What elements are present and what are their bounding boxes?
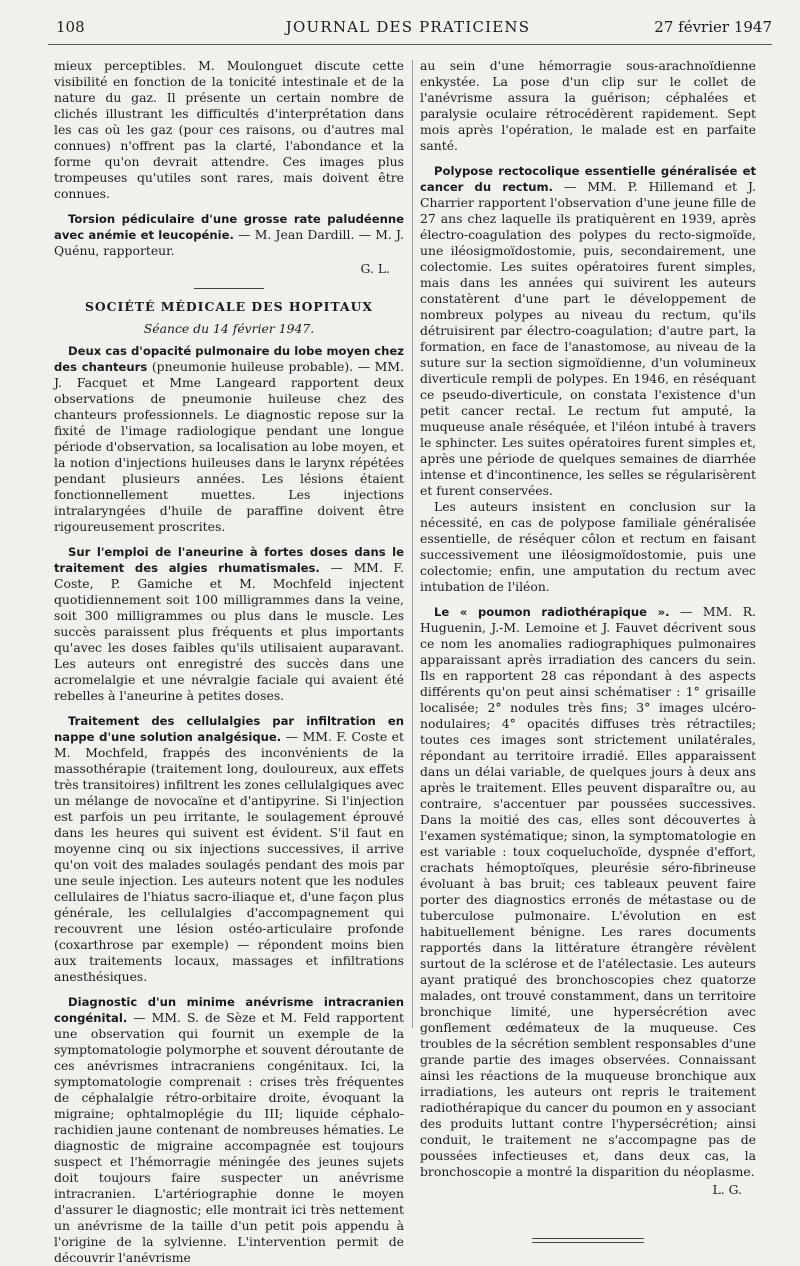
polypose-conclusion: Les auteurs insistent en conclusion sur la nécessité, en cas de polypose familiale généralisée essentielle, de réséquer côlon et rectum en faisant successivement une iléosigmoïdostomie, puis une colectomie; enfin, une amputation du rectum avec intubation de l'iléon. bbox=[420, 499, 756, 594]
article-text: (pneumonie huileuse probable). — MM. J. Facquet et Mme Langeard rapportent deux observations de pneumonie huileuse chez des chanteurs professionnels. Le diagnostic repose sur la fixité de l'image radiologique pendant une longue période d'observation, sa localisation au lobe moyen, et la notion d'injections huileuses dans le larynx répétées pendant plusieurs années. Les lésions étaient fonctionnellement muettes. Les injections intralaryngées d'huile de paraffine doivent être rigoureusement proscrites. bbox=[54, 359, 404, 534]
left-column bbox=[54, 58, 404, 1266]
header-rule bbox=[48, 44, 772, 45]
article-polypose bbox=[420, 163, 756, 499]
intro-paragraph: mieux perceptibles. M. Moulonguet discute cette visibilité en fonction de la tonicité intestinale et de la nature du gaz. Il présente un certain nombre de clichés illustrant les difficultés d'interprétation dans les cas où les gaz (pour ces raisons, ou d'autres mal connues) n'offrent pas la clarté, l'abondance et la forme qu'on devrait attendre. Ces images plus trompeuses qu'utiles sont rares, mais doivent être connues. bbox=[54, 58, 404, 201]
article-title: Deux cas d'opacité pulmonaire du lobe moyen chez des chanteurs bbox=[54, 344, 404, 374]
journal-title: JOURNAL DES PRATICIENS bbox=[285, 18, 531, 36]
article-text: — MM. F. Coste et M. Mochfeld, frappés des inconvénients de la massothérapie (traitement long, douloureux, aux effets très transitoires) infiltrent les zones cellulalgiques avec un mélange de novocaïne et d'antipyrine. Si l'injection est parfois un peu irritante, le soulagement éprouvé dans les heures qui suivent est évident. S'il faut en moyenne cinq ou six injections successives, il arrive qu'on voit des malades soulagés pendant des mois par une seule injection. Les auteurs notent que les nodules cellulaires de l'hiatus sacro-iliaque et, d'une façon plus générale, les cellulalgies d'accompagnement qui recouvrent une lésion ostéo-articulaire profonde (coxarthrose par exemple) — répondent moins bien aux traitements locaux, massages et infiltrations anesthésiques. bbox=[54, 729, 404, 984]
page-number: 108 bbox=[56, 18, 85, 36]
column-divider bbox=[412, 60, 413, 1028]
article-text: — MM. P. Hillemand et J. Charrier rapportent l'observation d'une jeune fille de 27 ans chez laquelle ils pratiquèrent en 1939, après électro-coagulation des polypes du recto-sigmoïde, une iléosigmoïdostomie, puis, secondairement, une colectomie. Les suites opératoires furent simples, mais dans les années qui suivirent les auteurs constatèrent d'une part le développement de nombreux polypes au niveau du rectum, qu'ils détruisirent par électro-coagulation; d'autre part, la formation, en face de l'anastomose, au niveau de la suture sur la section sigmoïdienne, d'un volumineux diverticule rempli de polypes. En 1946, en réséquant ce pseudo-diverticule, on constata l'existence d'un petit cancer rectal. Le rectum fut amputé, la muqueuse anale réséquée, et l'iléon intubé à travers le sphincter. Les suites opératoires furent simples et, après une période de quelques semaines de diarrhée intense et d'incontinence, les selles se régularisèrent et furent conservées. bbox=[420, 179, 756, 498]
end-separator bbox=[532, 1238, 644, 1243]
article-title: Le « poumon radiothérapique ». bbox=[434, 605, 670, 619]
right-column bbox=[420, 58, 756, 1243]
section-separator bbox=[194, 288, 264, 289]
article-cellulalgies bbox=[54, 713, 404, 985]
article-torsion bbox=[54, 211, 404, 259]
article-text: — M. Jean Dardill. — M. J. Quénu, rapporteur. bbox=[54, 227, 404, 258]
signature: L. G. bbox=[712, 1182, 742, 1197]
article-text: — MM. F. Coste, P. Gamiche et M. Mochfeld injectent quotidiennement soit 100 milligrammes dans la veine, soit 300 milligrammes ou plus dans le muscle. Les succès paraissent plus fréquents et plus importants qu'avec les doses faibles qu'ils utilisaient auparavant. Les auteurs ont enregistré des succès dans une acromelalgie et une névralgie faciale qui avaient été rebelles à l'aneurine à petites doses. bbox=[54, 560, 404, 703]
society-heading: SOCIÉTÉ MÉDICALE DES HOPITAUX bbox=[84, 299, 374, 314]
article-title: Sur l'emploi de l'aneurine à fortes doses dans le traitement des algies rhumatismales. bbox=[54, 545, 404, 575]
article-text: — MM. R. Huguenin, J.-M. Lemoine et J. Fauvet décrivent sous ce nom les anomalies radiographiques pulmonaires apparaissant après irradiation des cancers du sein. Ils en rapportent 28 cas répondant à des aspects différents qu'on peut ainsi schématiser : 1° grisaille localisée; 2° nodules très fins; 3° images ulcéro-nodulaires; 4° opacités diffuses très rétractiles; toutes ces images sont strictement unilatérales, répondant au territoire irradié. Elles apparaissent dans un délai variable, de quelques jours à deux ans après le traitement. Elles peuvent disparaître ou, au contraire, s'accentuer par poussées successives. Dans la moitié des cas, elles sont découvertes à l'examen systématique; sinon, la symptomatologie en est variable : toux coqueluchoïde, dyspnée d'effort, crachats hémoptoïques, pleurésie séro-fibrineuse évoluant à bas bruit; ces tableaux peuvent faire porter des diagnostics erronés de métastase ou de tuberculose pulmonaire. L'évolution en est habituellement bénigne. Les rares documents rapportés dans la littérature étrangère révèlent surtout de la sclérose et de l'atélectasie. Les auteurs ayant pratiqué des bronchoscopies chez quatorze malades, ont trouvé constamment, dans un territoire bronchique limité, une hypersécrétion avec gonflement œdémateux de la muqueuse. Ces troubles de la sécrétion semblent responsables d'une grande partie des images observées. Connaissant ainsi les réactions de la muqueuse bronchique aux irradiations, les auteurs ont repris le traitement radiothérapique du cancer du poumon en y associant des produits luttant contre l'hypersécrétion; ainsi conduit, le traitement ne s'accompagne pas de poussées infectieuses et, dans deux cas, la bronchoscopie a montré la disparition du néoplasme. bbox=[420, 604, 756, 1179]
article-title: Polypose rectocolique essentielle généralisée et cancer du rectum. bbox=[420, 164, 756, 194]
session-date: Séance du 14 février 1947. bbox=[143, 321, 315, 336]
continuation-paragraph: au sein d'une hémorragie sous-arachnoïdienne enkystée. La pose d'un clip sur le collet de l'anévrisme assura la guérison; céphalées et paralysie oculaire rétrocédèrent rapidement. Sept mois après l'opération, le malade est en parfaite santé. bbox=[420, 58, 756, 153]
article-text: — MM. S. de Sèze et M. Feld rapportent une observation qui fournit un exemple de la symptomatologie polymorphe et souvent déroutante de ces anévrismes intracraniens congénitaux. Ici, la symptomatologie comprenait : crises très fréquentes de céphalalgie rétro-orbitaire droite, évoquant la migraine; ophtalmoplégie du III; liquide céphalo-rachidien jaune contenant de nombreuses hématies. Le diagnostic de migraine accompagnée est toujours suspect et l'hémorragie méningée des jeunes sujets doit toujours faire suspecter un anévrisme intracranien. L'artériographie donne le moyen d'assurer le diagnostic; elle montrait ici très nettement un anévrisme de la taille d'un petit pois appendu à l'origine de la sylvienne. L'intervention permit de découvrir l'anévrisme bbox=[54, 1010, 404, 1265]
article-opacite bbox=[54, 343, 404, 535]
article-aneurine bbox=[54, 544, 404, 704]
article-anevrisme bbox=[54, 994, 404, 1266]
issue-date: 27 février 1947 bbox=[654, 18, 772, 36]
article-title: Torsion pédiculaire d'une grosse rate paludéenne avec anémie et leucopénie. bbox=[54, 212, 404, 242]
page-header bbox=[44, 18, 772, 40]
article-title: Traitement des cellulalgies par infiltration en nappe d'une solution analgésique. bbox=[54, 714, 404, 744]
article-poumon bbox=[420, 604, 756, 1180]
signature: G. L. bbox=[360, 261, 390, 276]
article-title: Diagnostic d'un minime anévrisme intracranien congénital. bbox=[54, 995, 404, 1025]
